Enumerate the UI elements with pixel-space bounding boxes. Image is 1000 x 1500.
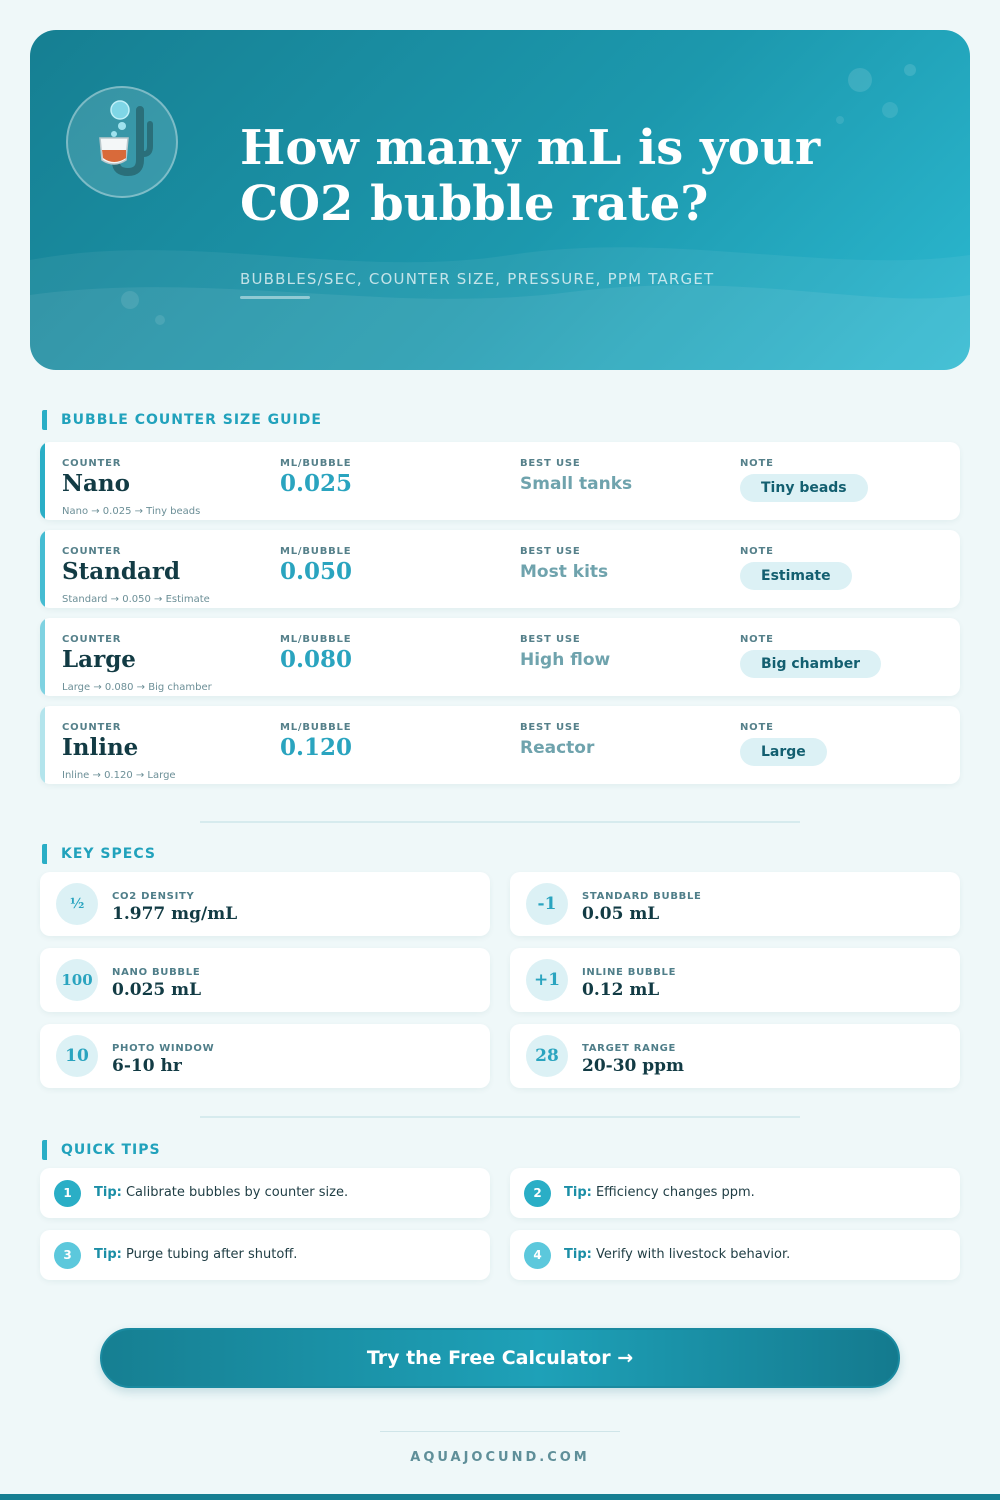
note-label: NOTE — [740, 458, 774, 469]
spec-badge: +1 — [526, 959, 568, 1001]
tip-card-2 — [510, 1168, 960, 1218]
tip-text — [564, 1185, 755, 1200]
tip-text — [94, 1185, 348, 1200]
spec-value: 0.025 mL — [112, 980, 202, 1000]
counter-name: Inline — [62, 734, 139, 761]
tip-prefix: Tip: — [564, 1185, 592, 1200]
tip-number-badge: 2 — [524, 1180, 551, 1207]
spec-card-photo-window — [40, 1024, 490, 1088]
ml-per-bubble-value: 0.080 — [280, 646, 353, 673]
spec-label: INLINE BUBBLE — [582, 967, 677, 978]
tip-prefix: Tip: — [94, 1247, 122, 1262]
spec-badge: ½ — [56, 883, 98, 925]
best-use-label: BEST USE — [520, 546, 581, 557]
tip-body: Verify with livestock behavior. — [595, 1247, 791, 1262]
ml-bubble-label: ML/BUBBLE — [280, 458, 352, 469]
free-calculator-button[interactable]: Try the Free Calculator → — [100, 1328, 900, 1388]
tip-card-1 — [40, 1168, 490, 1218]
spec-badge: 10 — [56, 1035, 98, 1077]
tip-body: Efficiency changes ppm. — [595, 1185, 755, 1200]
best-use-label: BEST USE — [520, 722, 581, 733]
row-summary: Inline → 0.120 → Large — [62, 770, 176, 781]
row-accent-bar — [40, 618, 45, 696]
counter-name: Standard — [62, 558, 181, 585]
spec-badge: 28 — [526, 1035, 568, 1077]
section-heading-key-specs: KEY SPECS — [42, 844, 156, 864]
note-label: NOTE — [740, 722, 774, 733]
note-label: NOTE — [740, 634, 774, 645]
spec-label: STANDARD BUBBLE — [582, 891, 702, 902]
spec-label: NANO BUBBLE — [112, 967, 201, 978]
tip-prefix: Tip: — [564, 1247, 592, 1262]
tip-text — [564, 1247, 790, 1262]
best-use-label: BEST USE — [520, 458, 581, 469]
note-pill: Big chamber — [740, 650, 881, 678]
ml-per-bubble-value: 0.120 — [280, 734, 353, 761]
spec-badge: 100 — [56, 959, 98, 1001]
note-label: NOTE — [740, 546, 774, 557]
best-use-label: BEST USE — [520, 634, 581, 645]
counter-row-standard — [40, 530, 960, 608]
note-pill: Estimate — [740, 562, 852, 590]
spec-card-co2-density — [40, 872, 490, 936]
row-accent-bar — [40, 706, 45, 784]
section-heading-quick-tips: QUICK TIPS — [42, 1140, 161, 1160]
subtitle-underline — [240, 296, 310, 299]
ml-per-bubble-value: 0.025 — [280, 470, 353, 497]
note-pill: Large — [740, 738, 827, 766]
tip-body: Calibrate bubbles by counter size. — [125, 1185, 349, 1200]
footer-divider — [380, 1431, 620, 1432]
best-use-value: High flow — [520, 650, 611, 670]
spec-value: 1.977 mg/mL — [112, 904, 238, 924]
counter-row-nano — [40, 442, 960, 520]
spec-card-target-range — [510, 1024, 960, 1088]
tip-number-badge: 4 — [524, 1242, 551, 1269]
section-divider — [200, 821, 800, 823]
page-title: How many mL is your CO2 bubble rate? — [240, 120, 821, 232]
spec-value: 0.12 mL — [582, 980, 660, 1000]
row-summary: Standard → 0.050 → Estimate — [62, 594, 210, 605]
ml-bubble-label: ML/BUBBLE — [280, 634, 352, 645]
tip-number-badge: 1 — [54, 1180, 81, 1207]
counter-label: COUNTER — [62, 546, 122, 557]
bottom-accent-bar — [0, 1494, 1000, 1500]
spec-label: TARGET RANGE — [582, 1043, 677, 1054]
counter-name: Large — [62, 646, 136, 673]
best-use-value: Reactor — [520, 738, 595, 758]
spec-card-nano-bubble — [40, 948, 490, 1012]
page-subtitle: BUBBLES/SEC, COUNTER SIZE, PRESSURE, PPM TARGET — [240, 270, 715, 288]
counter-label: COUNTER — [62, 722, 122, 733]
row-summary: Large → 0.080 → Big chamber — [62, 682, 212, 693]
best-use-value: Most kits — [520, 562, 609, 582]
tip-prefix: Tip: — [94, 1185, 122, 1200]
counter-name: Nano — [62, 470, 130, 497]
spec-card-standard-bubble — [510, 872, 960, 936]
row-accent-bar — [40, 442, 45, 520]
counter-row-inline — [40, 706, 960, 784]
note-pill: Tiny beads — [740, 474, 868, 502]
counter-label: COUNTER — [62, 634, 122, 645]
footer-site-link[interactable]: AQUAJOCUND.COM — [410, 1450, 590, 1465]
counter-label: COUNTER — [62, 458, 122, 469]
tip-number-badge: 3 — [54, 1242, 81, 1269]
spec-badge: -1 — [526, 883, 568, 925]
spec-card-inline-bubble — [510, 948, 960, 1012]
section-divider — [200, 1116, 800, 1118]
section-heading-counter-guide: BUBBLE COUNTER SIZE GUIDE — [42, 410, 322, 430]
best-use-value: Small tanks — [520, 474, 633, 494]
spec-label: CO2 DENSITY — [112, 891, 195, 902]
ml-per-bubble-value: 0.050 — [280, 558, 353, 585]
ml-bubble-label: ML/BUBBLE — [280, 722, 352, 733]
row-summary: Nano → 0.025 → Tiny beads — [62, 506, 201, 517]
spec-value: 0.05 mL — [582, 904, 660, 924]
spec-value: 20-30 ppm — [582, 1056, 685, 1076]
tip-card-3 — [40, 1230, 490, 1280]
tip-body: Purge tubing after shutoff. — [125, 1247, 298, 1262]
bubble-counter-logo-icon — [66, 86, 178, 198]
row-accent-bar — [40, 530, 45, 608]
spec-value: 6-10 hr — [112, 1056, 182, 1076]
ml-bubble-label: ML/BUBBLE — [280, 546, 352, 557]
spec-label: PHOTO WINDOW — [112, 1043, 215, 1054]
tip-text — [94, 1247, 297, 1262]
counter-row-large — [40, 618, 960, 696]
tip-card-4 — [510, 1230, 960, 1280]
hero-banner — [30, 30, 970, 370]
